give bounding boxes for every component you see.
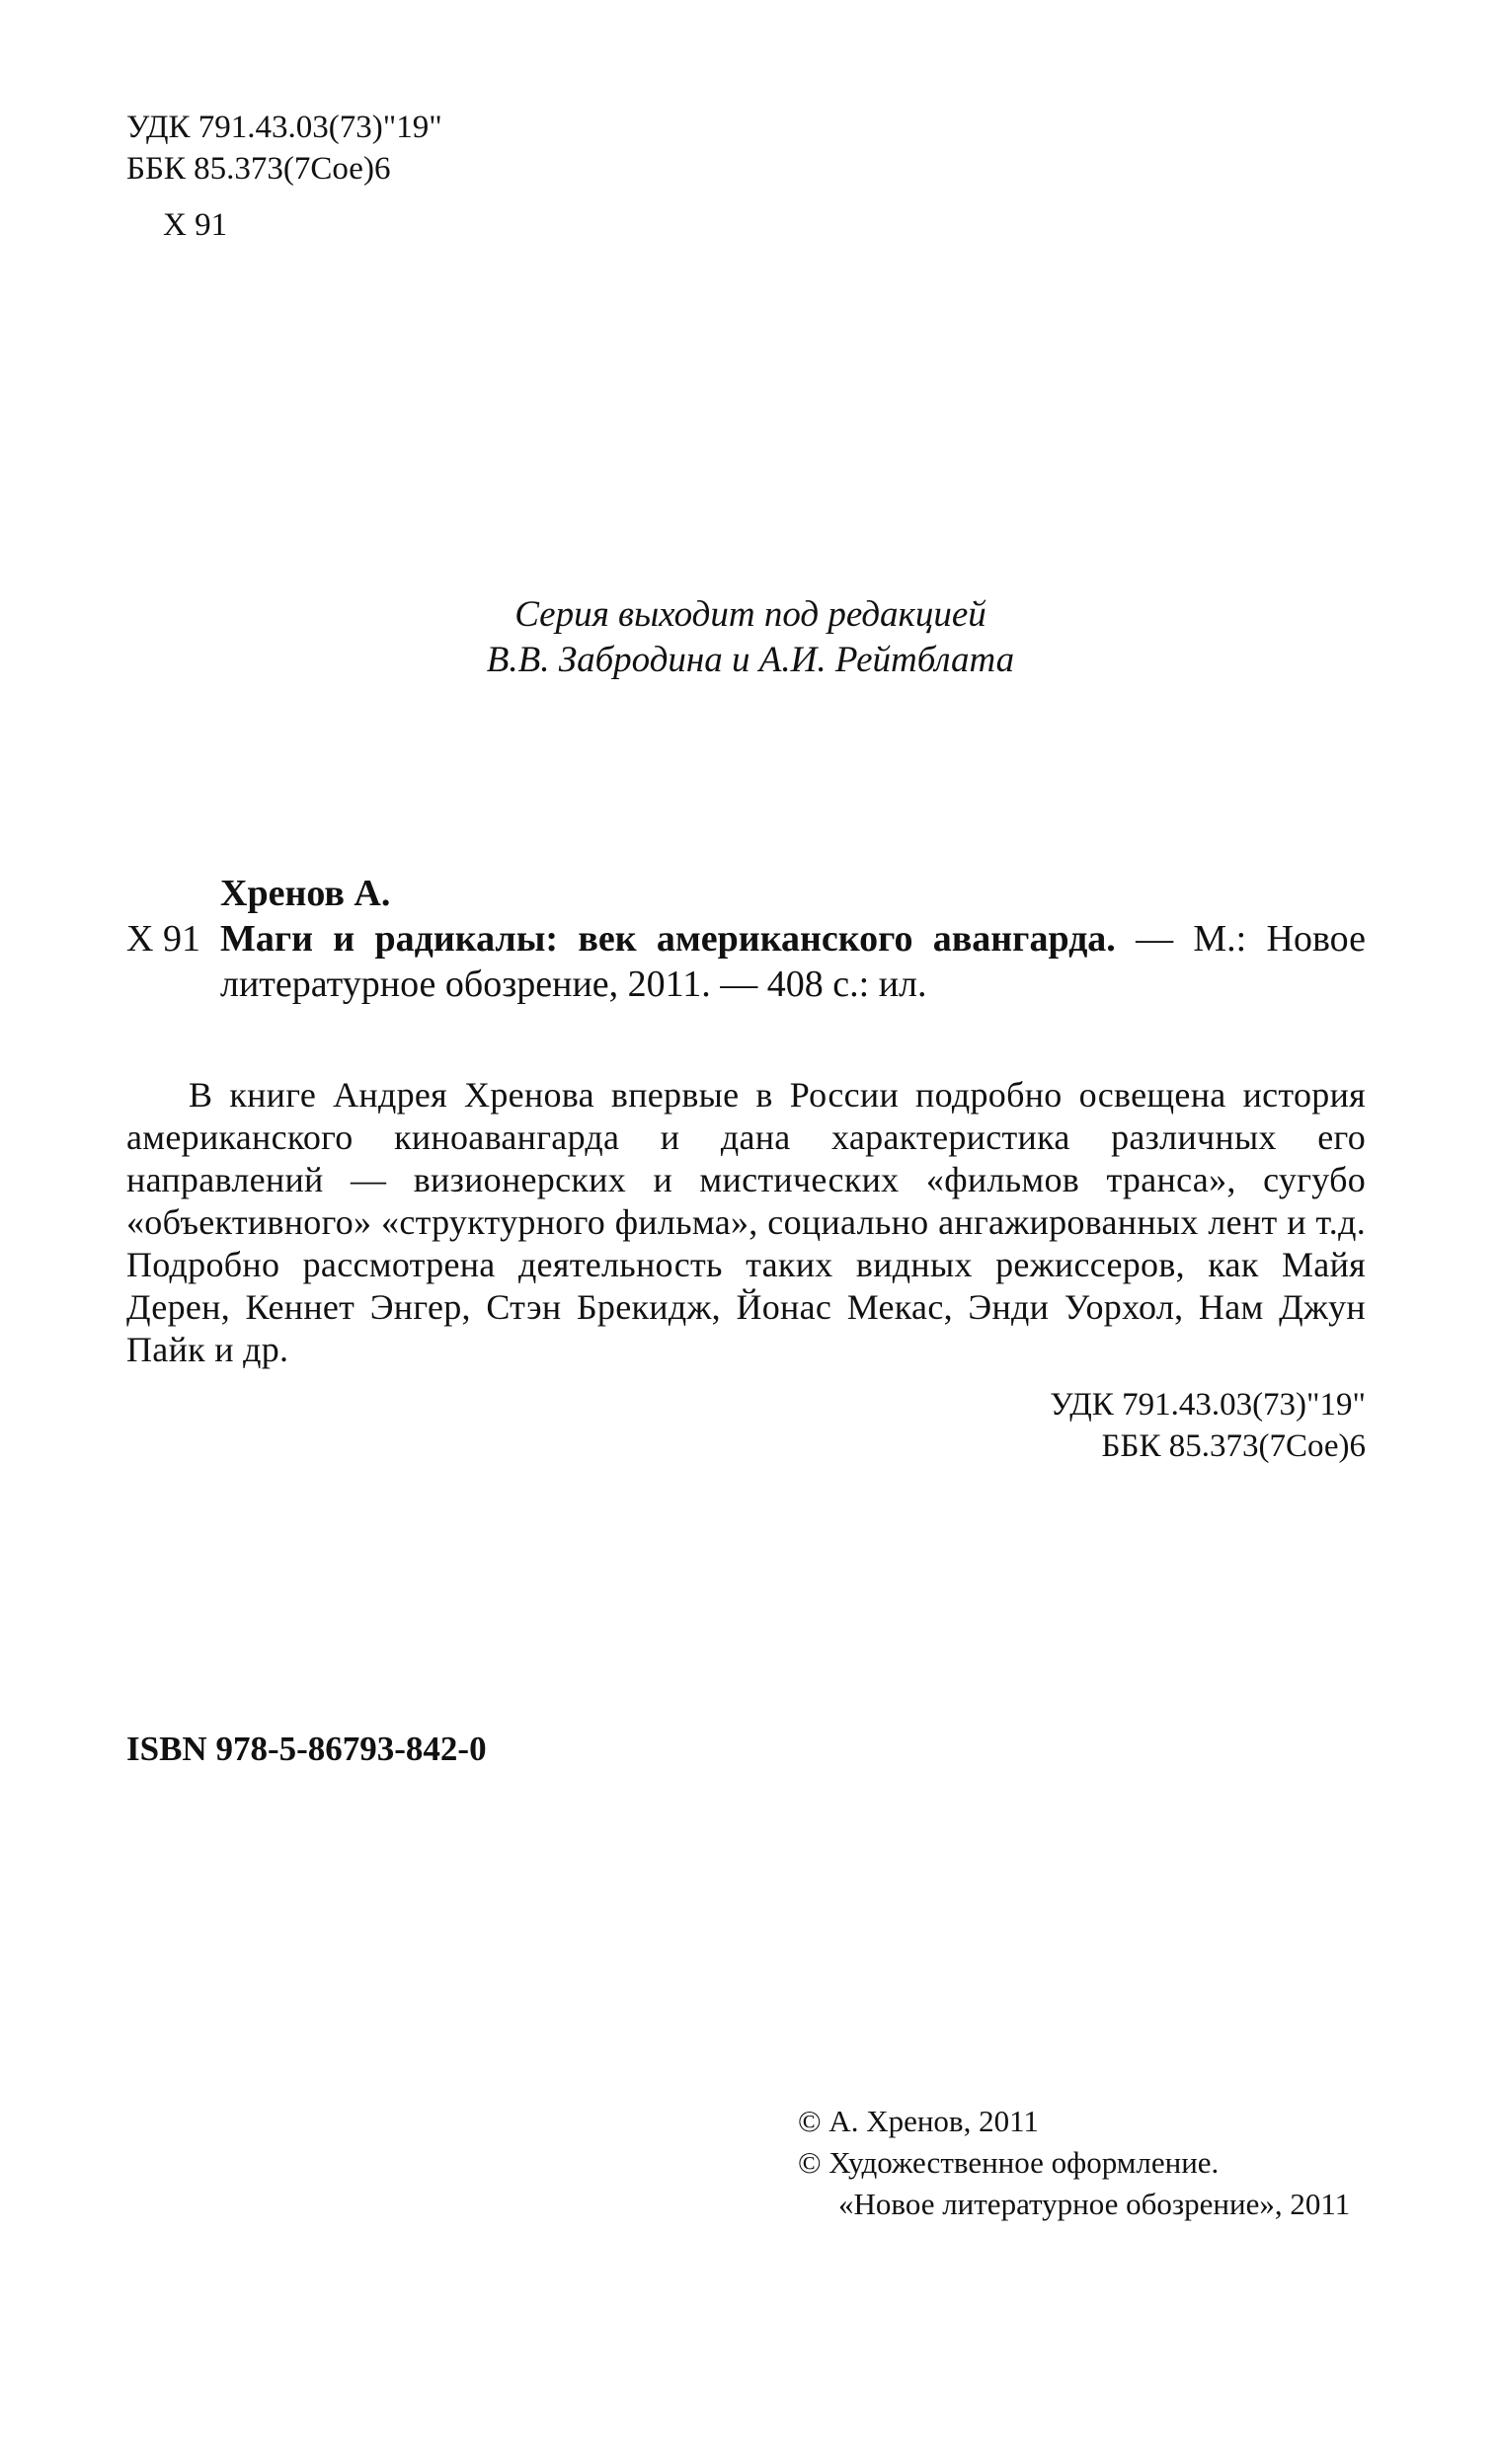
copyright-design: © Художественное оформление. — [798, 2145, 1220, 2180]
book-title: Маги и радикалы: век американского авангарда. — [220, 918, 1116, 960]
entry-row — [126, 916, 1366, 1007]
series-line-1: Серия выходит под редакцией — [514, 594, 986, 635]
copyright-publisher: «Новое литературное обозрение», 2011 — [838, 2187, 1351, 2221]
udk-code: УДК 791.43.03(73)"19" — [126, 110, 442, 145]
bbk-code-bottom: ББК 85.373(7Сое)6 — [1101, 1428, 1366, 1464]
bottom-classification — [1050, 1384, 1366, 1467]
copyright-block — [798, 2101, 1350, 2225]
author-mark: Х 91 — [163, 207, 228, 243]
series-line-2: В.В. Забродина и А.И. Рейтблата — [486, 640, 1015, 680]
udk-code-bottom: УДК 791.43.03(73)"19" — [1050, 1387, 1366, 1423]
bibliographic-entry — [126, 871, 1366, 1007]
author-name: Хренов А. — [220, 873, 391, 914]
book-imprint: — М.: Новое литературное обозрение, 2011. — 408 с.: ил. — [220, 918, 1366, 1005]
annotation-paragraph: В книге Андрея Хренова впервые в России подробно освещена история американского киноавангарда и дана характеристика различных его направлений — визионерских и мистических «фильмов транса», сугубо «объективного» «структурного фильма», социально ангажированных лент и т.д. Подробно рассмотрена деятельность таких видных режиссеров, как Майя Дерен, Кеннет Энгер, Стэн Брекидж, Йонас Мекас, Энди Уорхол, Нам Джун Пайк и др. — [126, 1075, 1366, 1369]
top-classification — [126, 107, 442, 246]
bbk-code: ББК 85.373(7Сое)6 — [126, 151, 391, 187]
entry-code: Х 91 — [126, 918, 200, 960]
entry-description — [220, 916, 1366, 1007]
copyright-author: © А. Хренов, 2011 — [798, 2104, 1039, 2138]
series-editors — [474, 592, 1027, 683]
isbn: ISBN 978-5-86793-842-0 — [126, 1730, 487, 1768]
